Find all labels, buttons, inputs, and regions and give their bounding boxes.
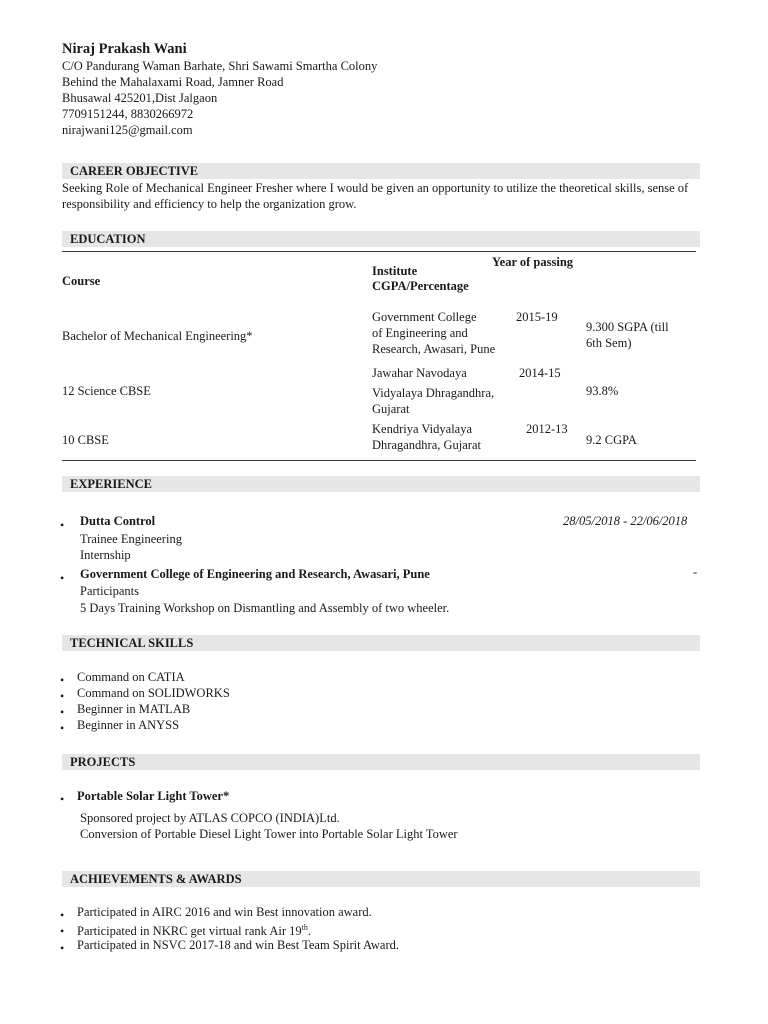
- experience-org: Dutta Control: [80, 514, 156, 528]
- bullet-icon: •: [60, 518, 65, 532]
- section-title: EDUCATION: [70, 232, 146, 246]
- achievement-item: Participated in NSVC 2017-18 and win Best Team Spirit Award.: [77, 938, 400, 952]
- education-score: 6th Sem): [586, 336, 632, 350]
- bullet-icon: •: [60, 705, 65, 719]
- address-line: Bhusawal 425201,Dist Jalgaon: [62, 91, 218, 105]
- education-course: Bachelor of Mechanical Engineering*: [62, 329, 253, 343]
- column-header-course: Course: [62, 274, 101, 288]
- bullet-icon: •: [60, 571, 65, 585]
- education-institute: Kendriya Vidyalaya: [372, 422, 473, 436]
- bullet-icon: •: [60, 924, 65, 938]
- education-institute: Vidyalaya Dhragandhra,: [372, 386, 495, 400]
- education-year: 2015-19: [516, 310, 558, 324]
- education-institute: of Engineering and: [372, 326, 468, 340]
- achievement-text: Participated in NKRC get virtual rank Air 19: [77, 924, 302, 939]
- experience-detail: 5 Days Training Workshop on Dismantling and Assembly of two wheeler.: [80, 601, 450, 615]
- career-objective-header: [62, 163, 700, 179]
- bullet-icon: •: [60, 792, 65, 806]
- candidate-name: Niraj Prakash Wani: [62, 41, 187, 57]
- bullet-icon: •: [60, 941, 65, 955]
- bullet-icon: •: [60, 689, 65, 703]
- section-title: PROJECTS: [70, 755, 136, 769]
- education-course: 12 Science CBSE: [62, 384, 151, 398]
- achievements-header: [62, 871, 700, 887]
- column-header-year: Year of passing: [492, 255, 574, 269]
- table-bottom-rule: [62, 460, 696, 461]
- bullet-icon: •: [60, 908, 65, 922]
- project-detail: Conversion of Portable Diesel Light Tower into Portable Solar Light Tower: [80, 827, 458, 841]
- table-top-rule: [62, 251, 696, 252]
- achievement-suffix: .: [307, 924, 311, 939]
- career-objective-text: Seeking Role of Mechanical Engineer Fresher where I would be given an opportunity to utilize the theoretical skills, sense of responsibility and efficiency to help the organization grow.: [62, 181, 689, 211]
- section-title: TECHNICAL SKILLS: [70, 636, 194, 650]
- experience-detail: Trainee Engineering: [80, 532, 182, 546]
- bullet-icon: •: [60, 673, 65, 687]
- achievement-item: Participated in AIRC 2016 and win Best innovation award.: [77, 905, 372, 919]
- address-line: Behind the Mahalaxami Road, Jamner Road: [62, 75, 284, 89]
- experience-detail: Participants: [80, 584, 140, 598]
- education-year: 2012-13: [526, 422, 568, 436]
- education-year: 2014-15: [519, 366, 561, 380]
- section-title: ACHIEVEMENTS & AWARDS: [70, 872, 242, 886]
- education-institute: Gujarat: [372, 402, 410, 416]
- column-header-institute: Institute: [372, 264, 418, 278]
- column-header-cgpa: CGPA/Percentage: [372, 279, 469, 293]
- superscript: th: [301, 923, 308, 932]
- experience-date: 28/05/2018 - 22/06/2018: [563, 514, 688, 528]
- experience-header: [62, 476, 700, 492]
- email-address: nirajwani125@gmail.com: [62, 123, 193, 137]
- education-score: 9.300 SGPA (till: [586, 320, 669, 334]
- section-title: CAREER OBJECTIVE: [70, 164, 199, 178]
- technical-skills-header: [62, 635, 700, 651]
- skill-item: Beginner in MATLAB: [77, 702, 191, 716]
- phone-numbers: 7709151244, 8830266972: [62, 107, 194, 121]
- education-institute: Research, Awasari, Pune: [372, 342, 496, 356]
- address-line: C/O Pandurang Waman Barhate, Shri Sawami Smartha Colony: [62, 59, 378, 73]
- section-title: EXPERIENCE: [70, 477, 152, 491]
- experience-date: -: [693, 565, 698, 579]
- education-score: 9.2 CGPA: [586, 433, 637, 447]
- projects-header: [62, 754, 700, 770]
- experience-org: Government College of Engineering and Research, Awasari, Pune: [80, 567, 430, 581]
- skill-item: Command on SOLIDWORKS: [77, 686, 230, 700]
- education-score: 93.8%: [586, 384, 619, 398]
- education-course: 10 CBSE: [62, 433, 109, 447]
- skill-item: Command on CATIA: [77, 670, 185, 684]
- bullet-icon: •: [60, 721, 65, 735]
- education-header: [62, 231, 700, 247]
- education-institute: Government College: [372, 310, 477, 324]
- experience-detail: Internship: [80, 548, 131, 562]
- education-institute: Jawahar Navodaya: [372, 366, 467, 380]
- project-detail: Sponsored project by ATLAS COPCO (INDIA)Ltd.: [80, 811, 340, 825]
- skill-item: Beginner in ANYSS: [77, 718, 180, 732]
- project-name: Portable Solar Light Tower*: [77, 789, 230, 803]
- education-institute: Dhragandhra, Gujarat: [372, 438, 481, 452]
